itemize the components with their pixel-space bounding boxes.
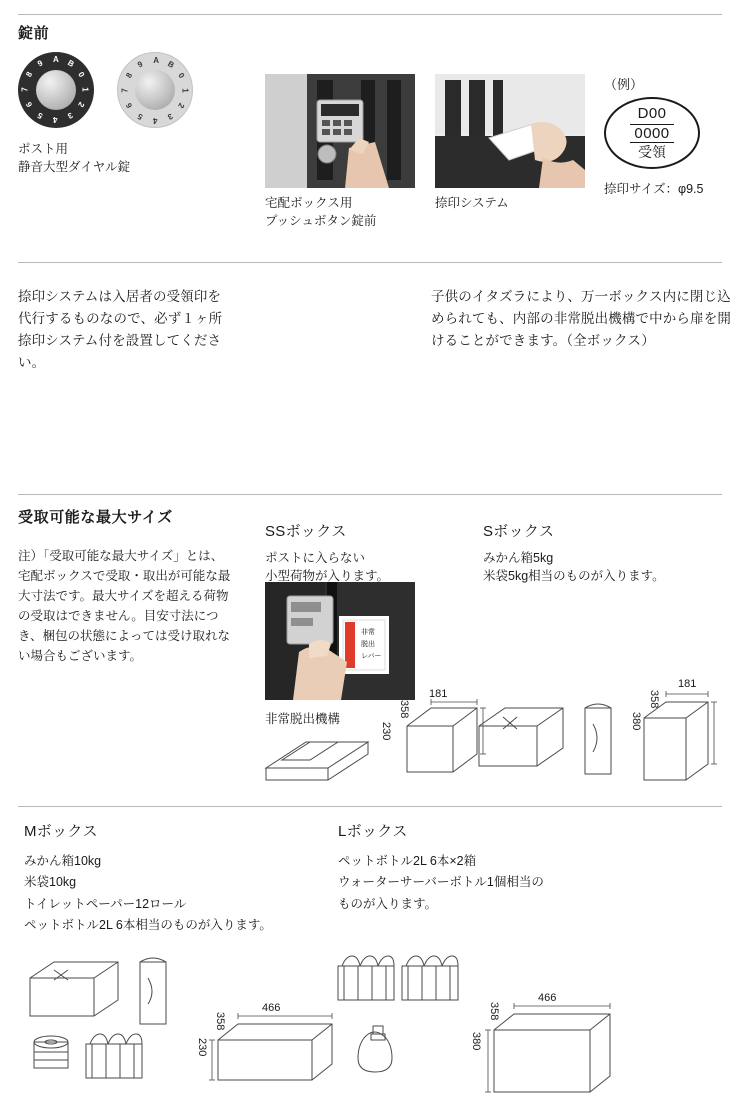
stamp-example	[604, 74, 740, 197]
dial-digit: 5	[36, 110, 45, 121]
stamp-system-photo	[435, 74, 585, 188]
dial-digit: 1	[80, 87, 90, 92]
divider-explain	[18, 262, 722, 263]
l-box-title: Lボックス	[338, 823, 408, 840]
dial-hub	[135, 70, 175, 110]
dial-digit: 5	[136, 111, 145, 122]
dial-digit: B	[166, 59, 176, 70]
l-box-dimension-drawing	[482, 992, 632, 1118]
dial-digit: 7	[120, 88, 130, 93]
dial-digit: 3	[66, 110, 75, 121]
m-dim-depth: 358	[214, 1012, 226, 1031]
s-box-desc: みかん箱5kg 米袋5kg相当のものが入ります。	[483, 551, 665, 584]
divider-size	[18, 494, 722, 495]
stamp-size-text: 捺印サイズ：φ9.5	[604, 182, 704, 196]
l-box-illustration	[334, 938, 494, 1088]
dial-digit: 7	[20, 87, 30, 92]
m-box-title: Mボックス	[24, 823, 98, 840]
emergency-escape-photo	[265, 582, 415, 700]
stamp-example-label: （例）	[604, 77, 644, 92]
dial-digit: 2	[176, 101, 187, 110]
svg-text:脱出: 脱出	[361, 641, 375, 648]
m-dim-width: 466	[262, 1002, 281, 1014]
dial-digit: 4	[53, 115, 58, 124]
dial-digit: 0	[76, 70, 87, 79]
dial-digit: 9	[136, 59, 145, 70]
dial-digit: 6	[24, 100, 35, 109]
emergency-escape-caption: 非常脱出機構	[265, 712, 341, 726]
m-dim-height: 230	[196, 1038, 208, 1057]
section-size-title: 受取可能な最大サイズ	[18, 509, 173, 526]
s-dim-depth: 358	[648, 690, 660, 709]
l-dim-width: 466	[538, 992, 557, 1004]
ss-dim-width: 181	[429, 688, 448, 700]
svg-text:レバー: レバー	[361, 653, 382, 660]
stamp-line-3: 受領	[638, 144, 666, 161]
section-lock-title: 錠前	[18, 25, 50, 42]
stamp-line-1: D00	[637, 104, 667, 122]
s-dim-height: 380	[630, 712, 642, 731]
m-box-dimension-drawing	[208, 1002, 348, 1110]
dial-hub	[36, 70, 76, 110]
push-button-lock-caption: 宅配ボックス用 プッシュボタン錠前	[265, 196, 377, 229]
dial-digit: 3	[166, 111, 175, 122]
dial-digit: 0	[176, 71, 187, 80]
divider-top	[18, 14, 722, 15]
stamp-oval-graphic	[604, 97, 700, 169]
s-box-title: Sボックス	[483, 523, 555, 540]
emergency-escape-text: 子供のイタズラにより、万一ボックス内に閉じ込められても、内部の非常脱出機構で中から扉を開けることができます。（全ボックス）	[431, 289, 731, 348]
stamp-system-caption: 捺印システム	[435, 196, 509, 210]
size-note-text: 注）「受取可能な最大サイズ」とは、宅配ボックスで受取・取出が可能な最大寸法です。最大サイズを超える荷物の受取はできません。目安寸法につき、梱包の状態によっては受け取れない場合もございます。	[18, 549, 231, 663]
m-box-block	[24, 820, 344, 936]
dial-digit: B	[66, 58, 76, 69]
l-dim-height: 380	[470, 1032, 482, 1051]
dial-digit: 8	[24, 70, 35, 79]
dial-digit: 8	[124, 71, 135, 80]
ss-box-block	[265, 520, 415, 585]
stamp-system-explain-text: 捺印システムは入居者の受領印を代行するものなので、必ず１ヶ所捺印システム付を設置してください。	[18, 289, 223, 370]
dial-digit: 4	[153, 116, 158, 125]
ss-dim-height: 230	[380, 722, 392, 741]
l-dim-depth: 358	[488, 1002, 500, 1021]
dial-lock-light-icon	[117, 52, 193, 128]
s-dim-width: 181	[678, 678, 697, 690]
m-box-desc: みかん箱10kg 米袋10kg トイレットペーパー12ロール ペットボトル2L 6本相当のものが入ります。	[24, 854, 272, 932]
ss-box-title: SSボックス	[265, 523, 347, 540]
dial-digit: 2	[76, 100, 87, 109]
l-box-block	[338, 820, 728, 915]
dial-digit: 9	[36, 58, 45, 69]
dial-digit: A	[153, 56, 160, 65]
dial-lock-illustrations	[18, 52, 193, 131]
divider-ml	[18, 806, 722, 807]
s-box-block	[483, 520, 723, 585]
dial-digit: 6	[124, 101, 135, 110]
stamp-line-2: 0000	[630, 124, 673, 144]
push-button-lock-photo	[265, 74, 415, 188]
m-box-illustration	[24, 940, 204, 1090]
ss-box-desc: ポストに入らない 小型荷物が入ります。	[265, 551, 390, 584]
dial-lock-dark-icon	[18, 52, 94, 128]
svg-text:非常: 非常	[361, 629, 375, 636]
l-box-desc: ペットボトル2L 6本×2箱 ウォーターサーバーボトル1個相当の ものが入ります。	[338, 854, 544, 911]
ss-dim-depth: 358	[398, 700, 410, 719]
post-lock-caption: ポスト用 静音大型ダイヤル錠	[18, 142, 131, 175]
dial-digit: 1	[180, 88, 190, 93]
dial-digit: A	[53, 55, 59, 64]
